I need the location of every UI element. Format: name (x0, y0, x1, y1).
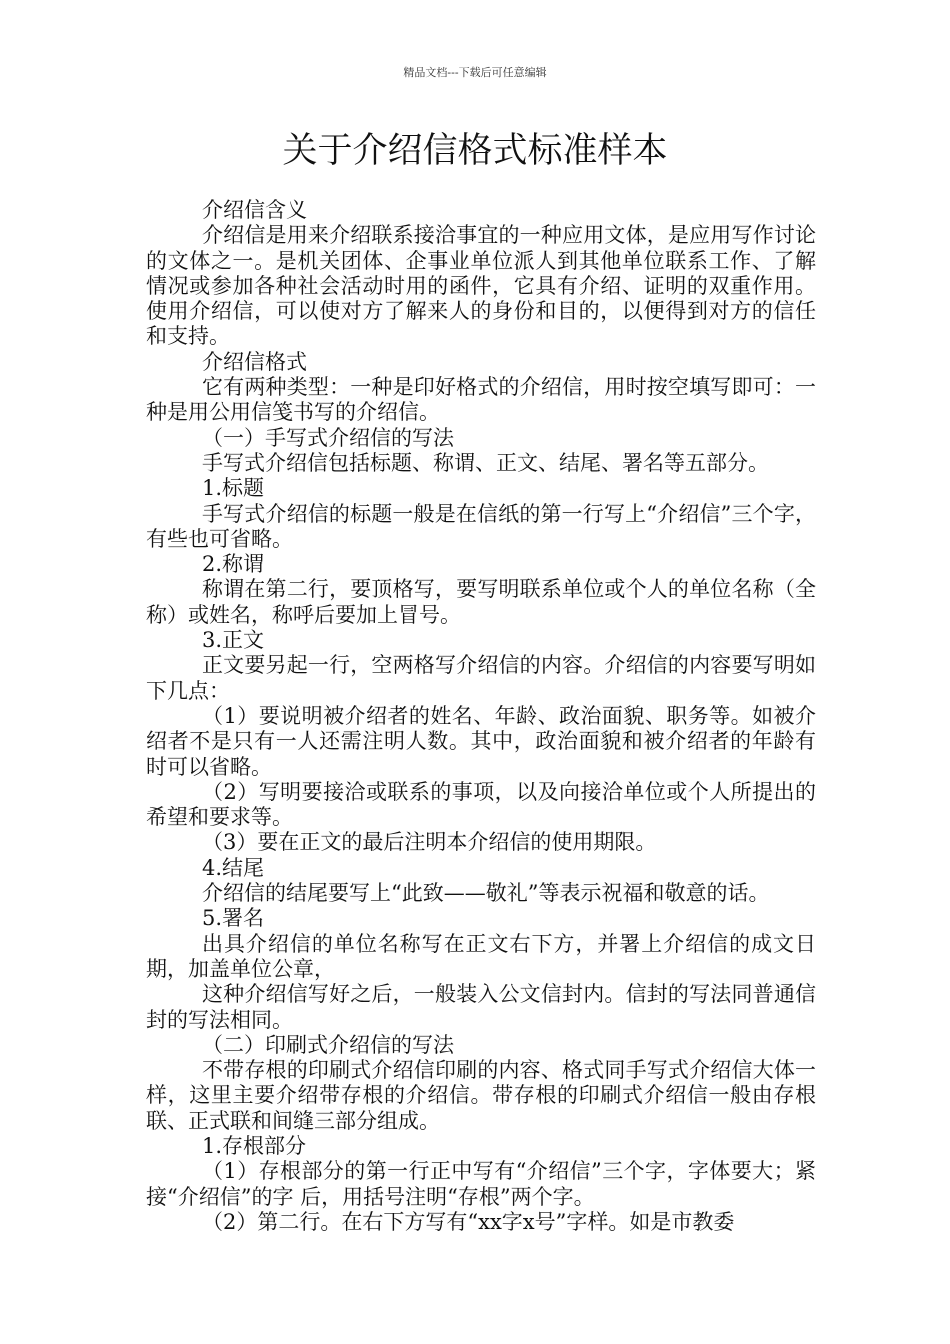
paragraph: 出具介绍信的单位名称写在正文右下方，并署上介绍信的成文日期，加盖单位公章， (146, 931, 816, 981)
paragraph: 介绍信的结尾要写上“此致——敬礼”等表示祝福和敬意的话。 (202, 881, 770, 906)
paragraph: 介绍信格式 (202, 349, 307, 374)
document-title: 关于介绍信格式标准样本 (282, 131, 668, 171)
paragraph: 3.正文 (202, 628, 265, 653)
paragraph: 称谓在第二行，要顶格写，要写明联系单位或个人的单位名称（全称）或姓名，称呼后要加上冒号。 (146, 577, 816, 627)
paragraph: （二）印刷式介绍信的写法 (202, 1032, 454, 1057)
paragraph: 正文要另起一行，空两格写介绍信的内容。介绍信的内容要写明如下几点： (146, 653, 816, 703)
paragraph: （2）写明要接洽或联系的事项，以及向接洽单位或个人所提出的希望和要求等。 (146, 779, 816, 830)
paragraph: 介绍信是用来介绍联系接洽事宜的一种应用文体，是应用写作讨论的文体之一。是机关团体、企事业单位派人到其他单位联系工作、了解情况或参加各种社会活动时用的函件，它具有介绍、证明的双重作用。使用介绍信，可以使对方了解来人的身份和目的，以便得到对方的信任和支持。 (146, 223, 816, 349)
paragraph: （1）要说明被介绍者的姓名、年龄、政治面貌、职务等。如被介绍者不是只有一人还需注明人数。其中，政治面貌和被介绍者的年龄有时可以省略。 (146, 703, 816, 779)
paragraph: （1）存根部分的第一行正中写有“介绍信”三个字，字体要大；紧接“介绍信”的字 后，用括号注明“存根”两个字。 (146, 1159, 816, 1209)
document-body (146, 198, 816, 1235)
paragraph: 介绍信含义 (202, 198, 307, 222)
paragraph: 它有两种类型：一种是印好格式的介绍信，用时按空填写即可：一种是用公用信笺书写的介绍信。 (146, 375, 816, 425)
paragraph: 5.署名 (202, 906, 265, 931)
paragraph: 这种介绍信写好之后，一般装入公文信封内。信封的写法同普通信封的写法相同。 (146, 982, 816, 1032)
paragraph: （一）手写式介绍信的写法 (202, 425, 454, 450)
paragraph: （2）第二行。在右下方写有“xx字x号”字样。如是市教委 (202, 1209, 735, 1234)
paragraph: 4.结尾 (202, 855, 265, 880)
paragraph: 1.标题 (202, 476, 265, 501)
paragraph: 不带存根的印刷式介绍信印刷的内容、格式同手写式介绍信大体一样，这里主要介绍带存根的介绍信。带存根的印刷式介绍信一般由存根联、正式联和间缝三部分组成。 (146, 1058, 816, 1133)
paragraph: 2.称谓 (202, 552, 265, 577)
paragraph: （3）要在正文的最后注明本介绍信的使用期限。 (202, 830, 657, 855)
paragraph: 手写式介绍信的标题一般是在信纸的第一行写上“介绍信”三个字，有些也可省略。 (146, 501, 816, 551)
paragraph: 手写式介绍信包括标题、称谓、正文、结尾、署名等五部分。 (202, 450, 769, 475)
page-header: 精品文档---下载后可任意编辑 (403, 66, 547, 79)
paragraph: 1.存根部分 (202, 1133, 307, 1158)
